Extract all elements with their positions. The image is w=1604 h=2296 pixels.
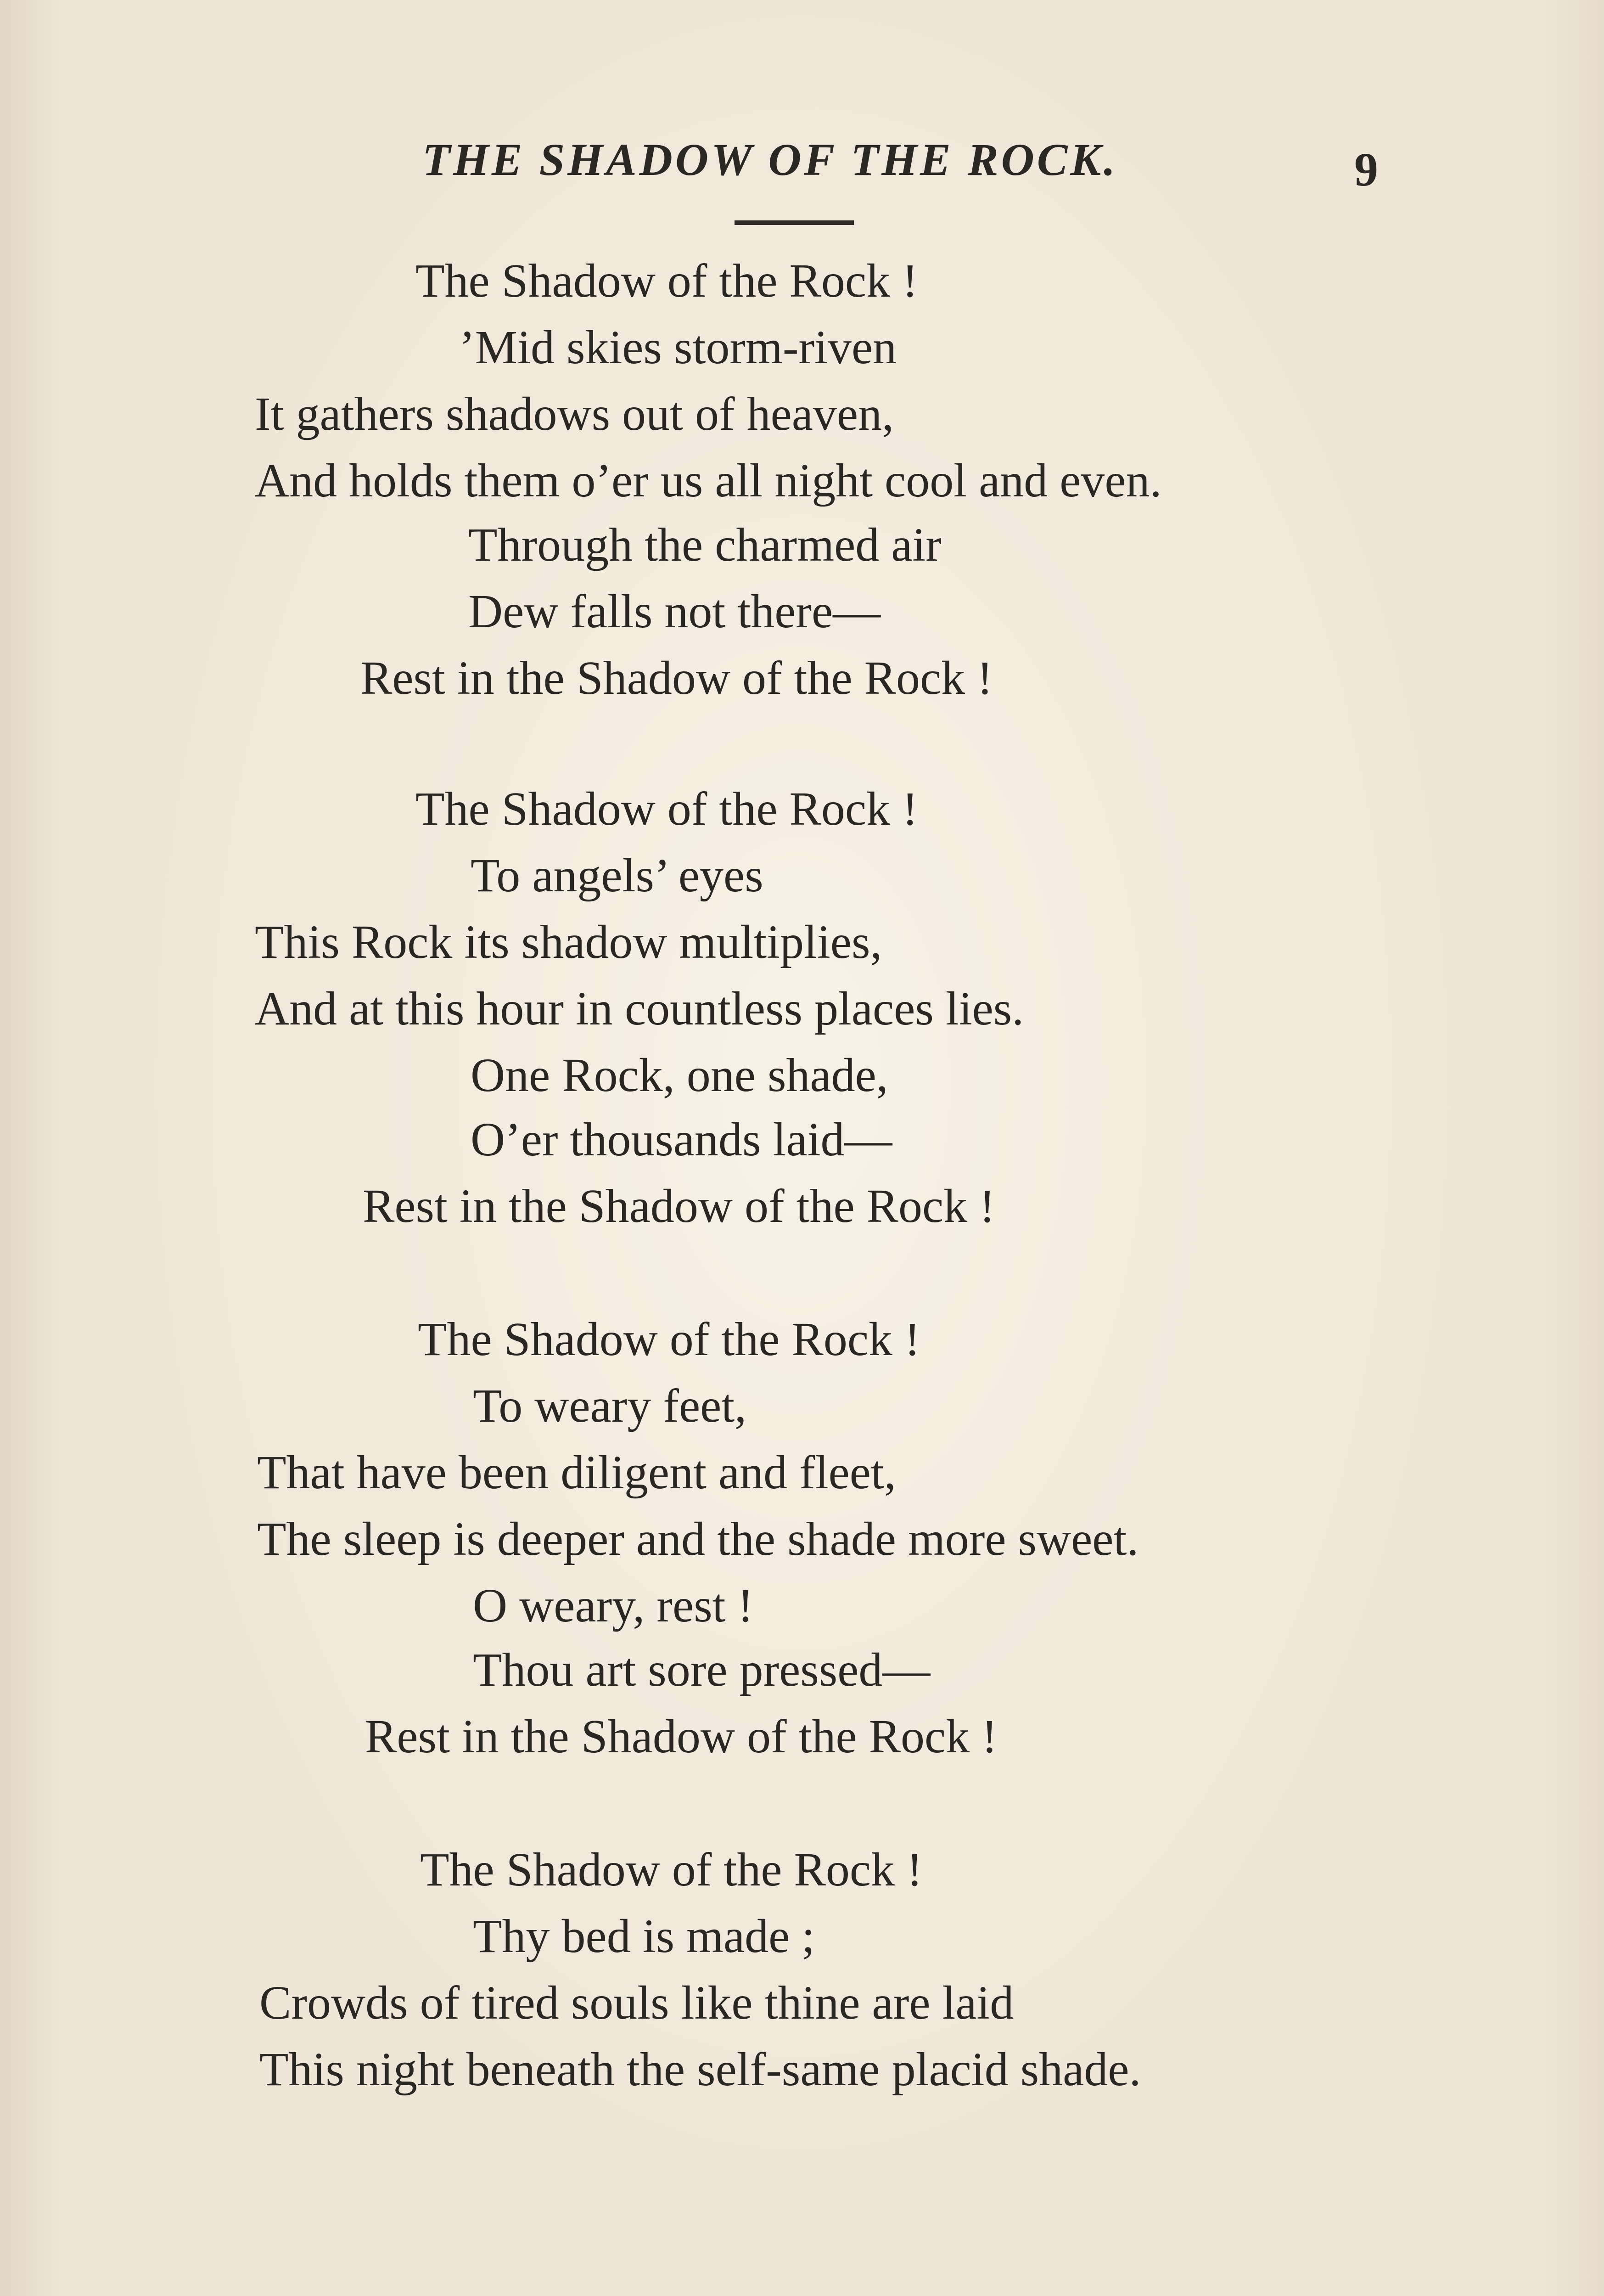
running-title: THE SHADOW OF THE ROCK. [422, 134, 1118, 185]
poem-line: To weary feet, [473, 1379, 747, 1432]
poem-line: It gathers shadows out of heaven, [255, 388, 894, 440]
page-header [0, 133, 1604, 202]
poem-line: ’Mid skies storm-riven [459, 321, 897, 374]
poem-line: Rest in the Shadow of the Rock ! [365, 1710, 998, 1763]
poem-line: Rest in the Shadow of the Rock ! [363, 1180, 995, 1232]
poem-line: The sleep is deeper and the shade more sweet. [257, 1513, 1139, 1565]
poem-line: The Shadow of the Rock ! [415, 782, 918, 835]
poem-line: Thou art sore pressed— [473, 1643, 931, 1696]
poem-line: Crowds of tired souls like thine are laid [259, 1976, 1014, 2029]
poem-line: The Shadow of the Rock ! [420, 1843, 923, 1896]
poem-line: Thy bed is made ; [473, 1910, 815, 1963]
poem-line: And holds them o’er us all night cool and even. [255, 454, 1162, 507]
poem-line: Dew falls not there— [468, 585, 881, 638]
poem-line: This Rock its shadow multiplies, [255, 916, 882, 968]
poem-line: The Shadow of the Rock ! [418, 1313, 920, 1366]
poem-line: To angels’ eyes [471, 849, 763, 902]
page-number: 9 [1354, 143, 1378, 196]
poem-line: That have been diligent and fleet, [257, 1446, 896, 1499]
poem-line: The Shadow of the Rock ! [415, 254, 918, 307]
title-rule [735, 220, 854, 225]
poem-line: Through the charmed air [468, 518, 942, 571]
poem-line: Rest in the Shadow of the Rock ! [360, 652, 993, 704]
poem-line: O’er thousands laid— [471, 1113, 892, 1166]
poem-line: This night beneath the self-same placid shade. [259, 2043, 1141, 2096]
poem-line: O weary, rest ! [473, 1579, 754, 1632]
poem-line: One Rock, one shade, [471, 1049, 888, 1102]
poem-line: And at this hour in countless places lies. [255, 982, 1024, 1035]
